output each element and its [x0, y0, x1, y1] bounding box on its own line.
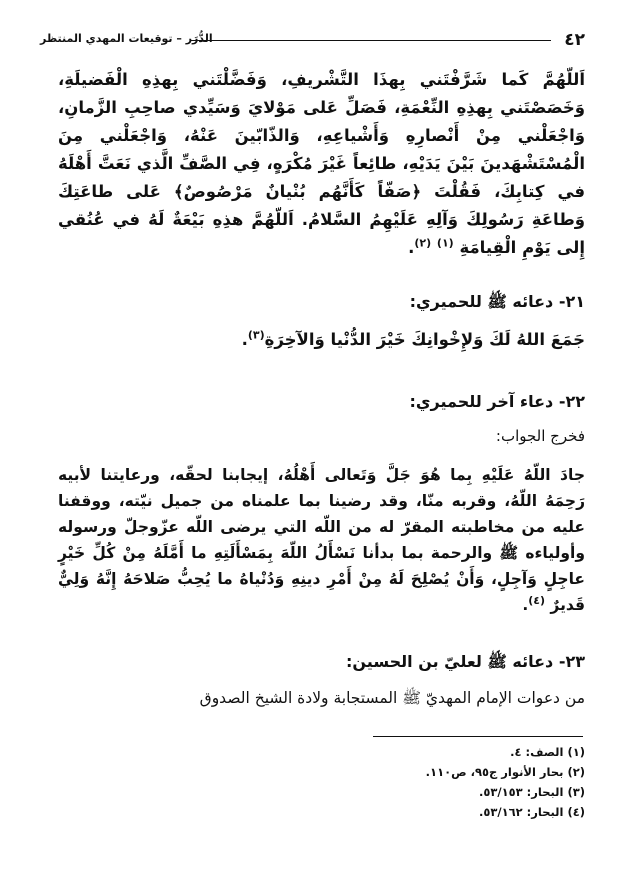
footnote-item: (٢) بحار الأنوار ج٩٥، ص١١٠.	[425, 765, 585, 779]
page-number: ٤٢	[564, 30, 585, 50]
footnote-ref-1: (١)	[436, 236, 454, 250]
footnote-item: (٣) البحار: ٥٣/١٥٣.	[478, 785, 585, 799]
footnote-item: (٤) البحار: ٥٣/١٦٢.	[478, 805, 585, 819]
section-22-text: جادَ اللّهُ عَلَيْهِ بِما هُوَ جَلَّ وَتَعالى أَهْلُهُ، إيجابنا لحقّه، ورعايتنا لأبيه رَحِمَهُ اللّهُ، وقربه منّا، وقد رضينا بما علمناه من جميل نيّته، ووقفنا عليه من مخاطبته المقرّ له من اللّه التي يرضى اللّه عزّوجلّ ورسوله وأولياءه ﷺ والرحمة بما بدأنا نَسْأَلُ اللّهَ بِمَسْأَلَتِهِ ما أَمَّلَهُ مِنْ كُلِّ خَيْرٍ عاجِلٍ وَآجِلٍ، وَأَنْ يُصْلِحَ لَهُ مِنْ أَمْرِ دينِهِ وَدُنْياهُ ما يُحِبُّ صَلاحَهُ إِنَّهُ وَلِيٌّ قَديرٌ	[58, 466, 585, 614]
running-header	[40, 30, 585, 54]
section-22-subtitle: فخرج الجواب:	[495, 427, 585, 445]
footnote-rule	[373, 736, 583, 737]
section-22-title: ٢٢- دعاء آخر للحميري:	[409, 392, 585, 411]
footnote-ref-4: (٤)	[528, 593, 546, 607]
footnote-ref-3: (٣)	[247, 328, 265, 342]
section-21-title: ٢١- دعائه ﷺ للحميري:	[409, 292, 585, 311]
footnote-ref-2: (٢)	[414, 236, 432, 250]
section-23-text: من دعوات الإمام المهديّ ﷺ المستجابة ولادة الشيخ الصدوق	[199, 689, 585, 707]
footnote-item: (١) الصف: ٤.	[510, 745, 585, 759]
header-rule	[190, 40, 551, 41]
supplication-paragraph: اَللّهُمَّ كَما شَرَّفْتَني بِهذَا التَّشْريفِ، وَفَضَّلْتَني بِهذِهِ الْفَضيلَةِ، وَخَصَصْتَني بِهذِهِ النِّعْمَةِ، فَصَلِّ عَلى مَوْلايَ وَسَيِّدي صاحِبِ الزَّمانِ، وَاجْعَلْني مِنْ أَنْصارِهِ وَأَشْياعِهِ، وَالذّابّينَ عَنْهُ، وَاجْعَلْني مِنَ الْمُسْتَشْهَدينَ بَيْنَ يَدَيْهِ، طائِعاً غَيْرَ مُكْرَهٍ، فِي الصَّفِّ الَّذي نَعَتَّ أَهْلَهُ في كِتابِكَ، فَقُلْتَ ﴿صَفّاً كَأَنَّهُم بُنْيانٌ مَرْصُوصٌ﴾ عَلى طاعَتِكَ وَطاعَةِ رَسُولِكَ وَآلِهِ عَلَيْهِمُ السَّلامُ. اَللّهُمَّ هذِهِ بَيْعَةٌ لَهُ في عُنُقي إِلى يَوْمِ الْقِيامَةِ $^{(١)}$ $^{(٢)}$.	[58, 70, 585, 257]
section-21-paragraph: جَمَعَ اللهُ لَكَ وَلإِخْوانِكَ خَيْرَ الدُّنْيا وَالآخِرَةِ$^{(٣)}$.	[241, 328, 585, 349]
footnotes	[100, 742, 585, 822]
header-title: الدُّرَر – توقيعات المهدي المنتظر	[40, 32, 213, 45]
section-23-title: ٢٣- دعائه ﷺ لعليّ بن الحسين:	[345, 652, 585, 671]
section-22-paragraph: جادَ اللّهُ عَلَيْهِ بِما هُوَ جَلَّ وَتَعالى أَهْلُهُ، إيجابنا لحقّه، ورعايتنا لأبيه رَحِمَهُ اللّهُ، وقربه منّا، وقد رضينا بما علمناه من جميل نيّته، ووقفنا عليه من مخاطبته المقرّ له من اللّه التي يرضى اللّه عزّوجلّ ورسوله وأولياءه ﷺ والرحمة بما بدأنا نَسْأَلُ اللّهَ بِمَسْأَلَتِهِ ما أَمَّلَهُ مِنْ كُلِّ خَيْرٍ عاجِلٍ وَآجِلٍ، وَأَنْ يُصْلِحَ لَهُ مِنْ أَمْرِ دينِهِ وَدُنْياهُ ما يُحِبُّ صَلاحَهُ إِنَّهُ وَلِيٌّ قَديرٌ $^{(٤)}$.	[58, 466, 585, 614]
section-21-text: جَمَعَ اللهُ لَكَ وَلإِخْوانِكَ خَيْرَ الدُّنْيا وَالآخِرَةِ	[264, 330, 585, 349]
supplication-text: اَللّهُمَّ كَما شَرَّفْتَني بِهذَا التَّشْريفِ، وَفَضَّلْتَني بِهذِهِ الْفَضيلَةِ، وَخَصَصْتَني بِهذِهِ النِّعْمَةِ، فَصَلِّ عَلى مَوْلايَ وَسَيِّدي صاحِبِ الزَّمانِ، وَاجْعَلْني مِنْ أَنْصارِهِ وَأَشْياعِهِ، وَالذّابّينَ عَنْهُ، وَاجْعَلْني مِنَ الْمُسْتَشْهَدينَ بَيْنَ يَدَيْهِ، طائِعاً غَيْرَ مُكْرَهٍ، فِي الصَّفِّ الَّذي نَعَتَّ أَهْلَهُ في كِتابِكَ، فَقُلْتَ ﴿صَفّاً كَأَنَّهُم بُنْيانٌ مَرْصُوصٌ﴾ عَلى طاعَتِكَ وَطاعَةِ رَسُولِكَ وَآلِهِ عَلَيْهِمُ السَّلامُ. اَللّهُمَّ هذِهِ بَيْعَةٌ لَهُ في عُنُقي إِلى يَوْمِ الْقِيامَةِ	[58, 70, 585, 257]
